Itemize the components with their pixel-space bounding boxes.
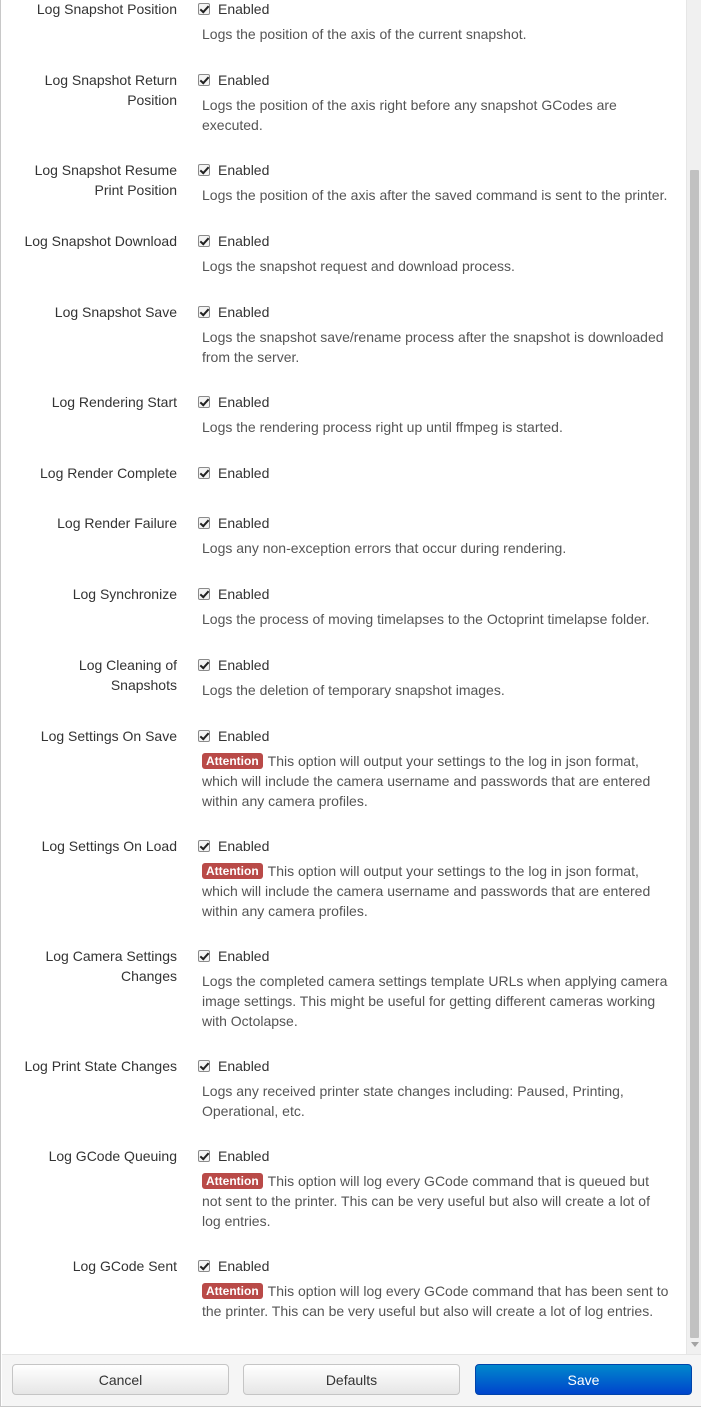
help-text (197, 1171, 672, 1231)
defaults-button[interactable]: Defaults (243, 1364, 460, 1395)
setting-label: Log Snapshot Position (36, 1, 177, 17)
attention-badge: Attention (202, 863, 263, 879)
checkbox-label[interactable]: Enabled (218, 1, 270, 17)
enabled-checkbox[interactable] (198, 517, 210, 529)
help-text (197, 861, 672, 921)
help-text: Logs the snapshot request and download process. (202, 258, 515, 274)
help-text (197, 1281, 672, 1321)
attention-badge: Attention (202, 1173, 263, 1189)
setting-label: Log Snapshot Return Position (44, 72, 177, 108)
checkbox-label[interactable]: Enabled (218, 1258, 270, 1274)
setting-row (2, 719, 686, 829)
setting-row (2, 456, 686, 506)
setting-label: Log Rendering Start (51, 394, 177, 410)
checkbox-label[interactable]: Enabled (218, 1148, 270, 1164)
help-text: Logs any received printer state changes including: Paused, Printing, Operational, etc. (202, 1083, 624, 1119)
help-text: Logs any non-exception errors that occur during rendering. (202, 540, 567, 556)
setting-row (2, 648, 686, 719)
checkbox-label[interactable]: Enabled (218, 728, 270, 744)
settings-scroll-area (2, 0, 686, 1354)
setting-label: Log Print State Changes (24, 1058, 177, 1074)
enabled-checkbox[interactable] (198, 74, 210, 86)
setting-row (2, 295, 686, 385)
save-button[interactable]: Save (475, 1364, 692, 1395)
help-text: Logs the position of the axis of the current snapshot. (202, 26, 527, 42)
setting-row (2, 385, 686, 456)
setting-row (2, 153, 686, 224)
setting-row (2, 829, 686, 939)
setting-label: Log Camera Settings Changes (45, 948, 177, 984)
help-text-body: This option will output your settings to the log in json format, which will include the camera username and passwords that are entered within any camera profiles. (202, 863, 651, 919)
setting-row (2, 577, 686, 648)
setting-row (2, 506, 686, 577)
setting-row (2, 939, 686, 1049)
setting-label: Log Cleaning of Snapshots (78, 657, 177, 693)
setting-row (2, 63, 686, 153)
vertical-scrollbar[interactable] (686, 0, 701, 1354)
enabled-checkbox[interactable] (198, 3, 210, 15)
setting-label: Log Render Complete (40, 465, 177, 481)
setting-label: Log Settings On Save (40, 728, 177, 744)
enabled-checkbox[interactable] (198, 659, 210, 671)
checkbox-label[interactable]: Enabled (218, 233, 270, 249)
dialog-footer (2, 1354, 701, 1406)
scroll-down-arrow-icon[interactable] (691, 1342, 699, 1347)
setting-row (2, 1249, 686, 1339)
enabled-checkbox[interactable] (198, 1150, 210, 1162)
help-text-body: This option will log every GCode command that is queued but not sent to the printer. This can be very useful but also will create a lot of log entries. (202, 1173, 650, 1229)
setting-label: Log Snapshot Resume Print Position (34, 162, 177, 198)
setting-row (2, 0, 686, 63)
setting-label: Log Synchronize (72, 586, 177, 602)
enabled-checkbox[interactable] (198, 467, 210, 479)
setting-label: Log Settings On Load (41, 838, 177, 854)
setting-row (2, 1049, 686, 1139)
checkbox-label[interactable]: Enabled (218, 948, 270, 964)
enabled-checkbox[interactable] (198, 588, 210, 600)
setting-label: Log GCode Sent (72, 1258, 177, 1274)
help-text: Logs the deletion of temporary snapshot images. (202, 682, 505, 698)
checkbox-label[interactable]: Enabled (218, 838, 270, 854)
enabled-checkbox[interactable] (198, 164, 210, 176)
enabled-checkbox[interactable] (198, 235, 210, 247)
setting-label: Log Render Failure (57, 515, 177, 531)
checkbox-label[interactable]: Enabled (218, 304, 270, 320)
help-text-body: This option will log every GCode command that has been sent to the printer. This can be very useful but also will create a lot of log entries. (202, 1283, 669, 1319)
help-text: Logs the completed camera settings template URLs when applying camera image settings. This might be useful for getting different cameras working with Octolapse. (202, 973, 668, 1029)
enabled-checkbox[interactable] (198, 306, 210, 318)
help-text: Logs the rendering process right up until ffmpeg is started. (202, 419, 563, 435)
checkbox-label[interactable]: Enabled (218, 657, 270, 673)
checkbox-label[interactable]: Enabled (218, 1058, 270, 1074)
enabled-checkbox[interactable] (198, 840, 210, 852)
help-text: Logs the process of moving timelapses to the Octoprint timelapse folder. (202, 611, 650, 627)
enabled-checkbox[interactable] (198, 730, 210, 742)
settings-list (2, 0, 686, 1339)
checkbox-label[interactable]: Enabled (218, 72, 270, 88)
scrollbar-thumb[interactable] (690, 170, 699, 1338)
help-text: Logs the position of the axis after the saved command is sent to the printer. (202, 187, 668, 203)
attention-badge: Attention (202, 1283, 263, 1299)
checkbox-label[interactable]: Enabled (218, 162, 270, 178)
checkbox-label[interactable]: Enabled (218, 515, 270, 531)
setting-label: Log Snapshot Save (54, 304, 177, 320)
checkbox-label[interactable]: Enabled (218, 394, 270, 410)
help-text: Logs the snapshot save/rename process after the snapshot is downloaded from the server. (202, 329, 664, 365)
checkbox-label[interactable]: Enabled (218, 465, 270, 481)
setting-label: Log GCode Queuing (48, 1148, 177, 1164)
enabled-checkbox[interactable] (198, 1060, 210, 1072)
enabled-checkbox[interactable] (198, 950, 210, 962)
setting-label: Log Snapshot Download (24, 233, 177, 249)
help-text: Logs the position of the axis right before any snapshot GCodes are executed. (202, 97, 617, 133)
cancel-button[interactable]: Cancel (12, 1364, 229, 1395)
setting-row (2, 1139, 686, 1249)
enabled-checkbox[interactable] (198, 1260, 210, 1272)
enabled-checkbox[interactable] (198, 396, 210, 408)
setting-row (2, 224, 686, 295)
help-text (197, 751, 672, 811)
checkbox-label[interactable]: Enabled (218, 586, 270, 602)
attention-badge: Attention (202, 753, 263, 769)
help-text-body: This option will output your settings to the log in json format, which will include the camera username and passwords that are entered within any camera profiles. (202, 753, 651, 809)
